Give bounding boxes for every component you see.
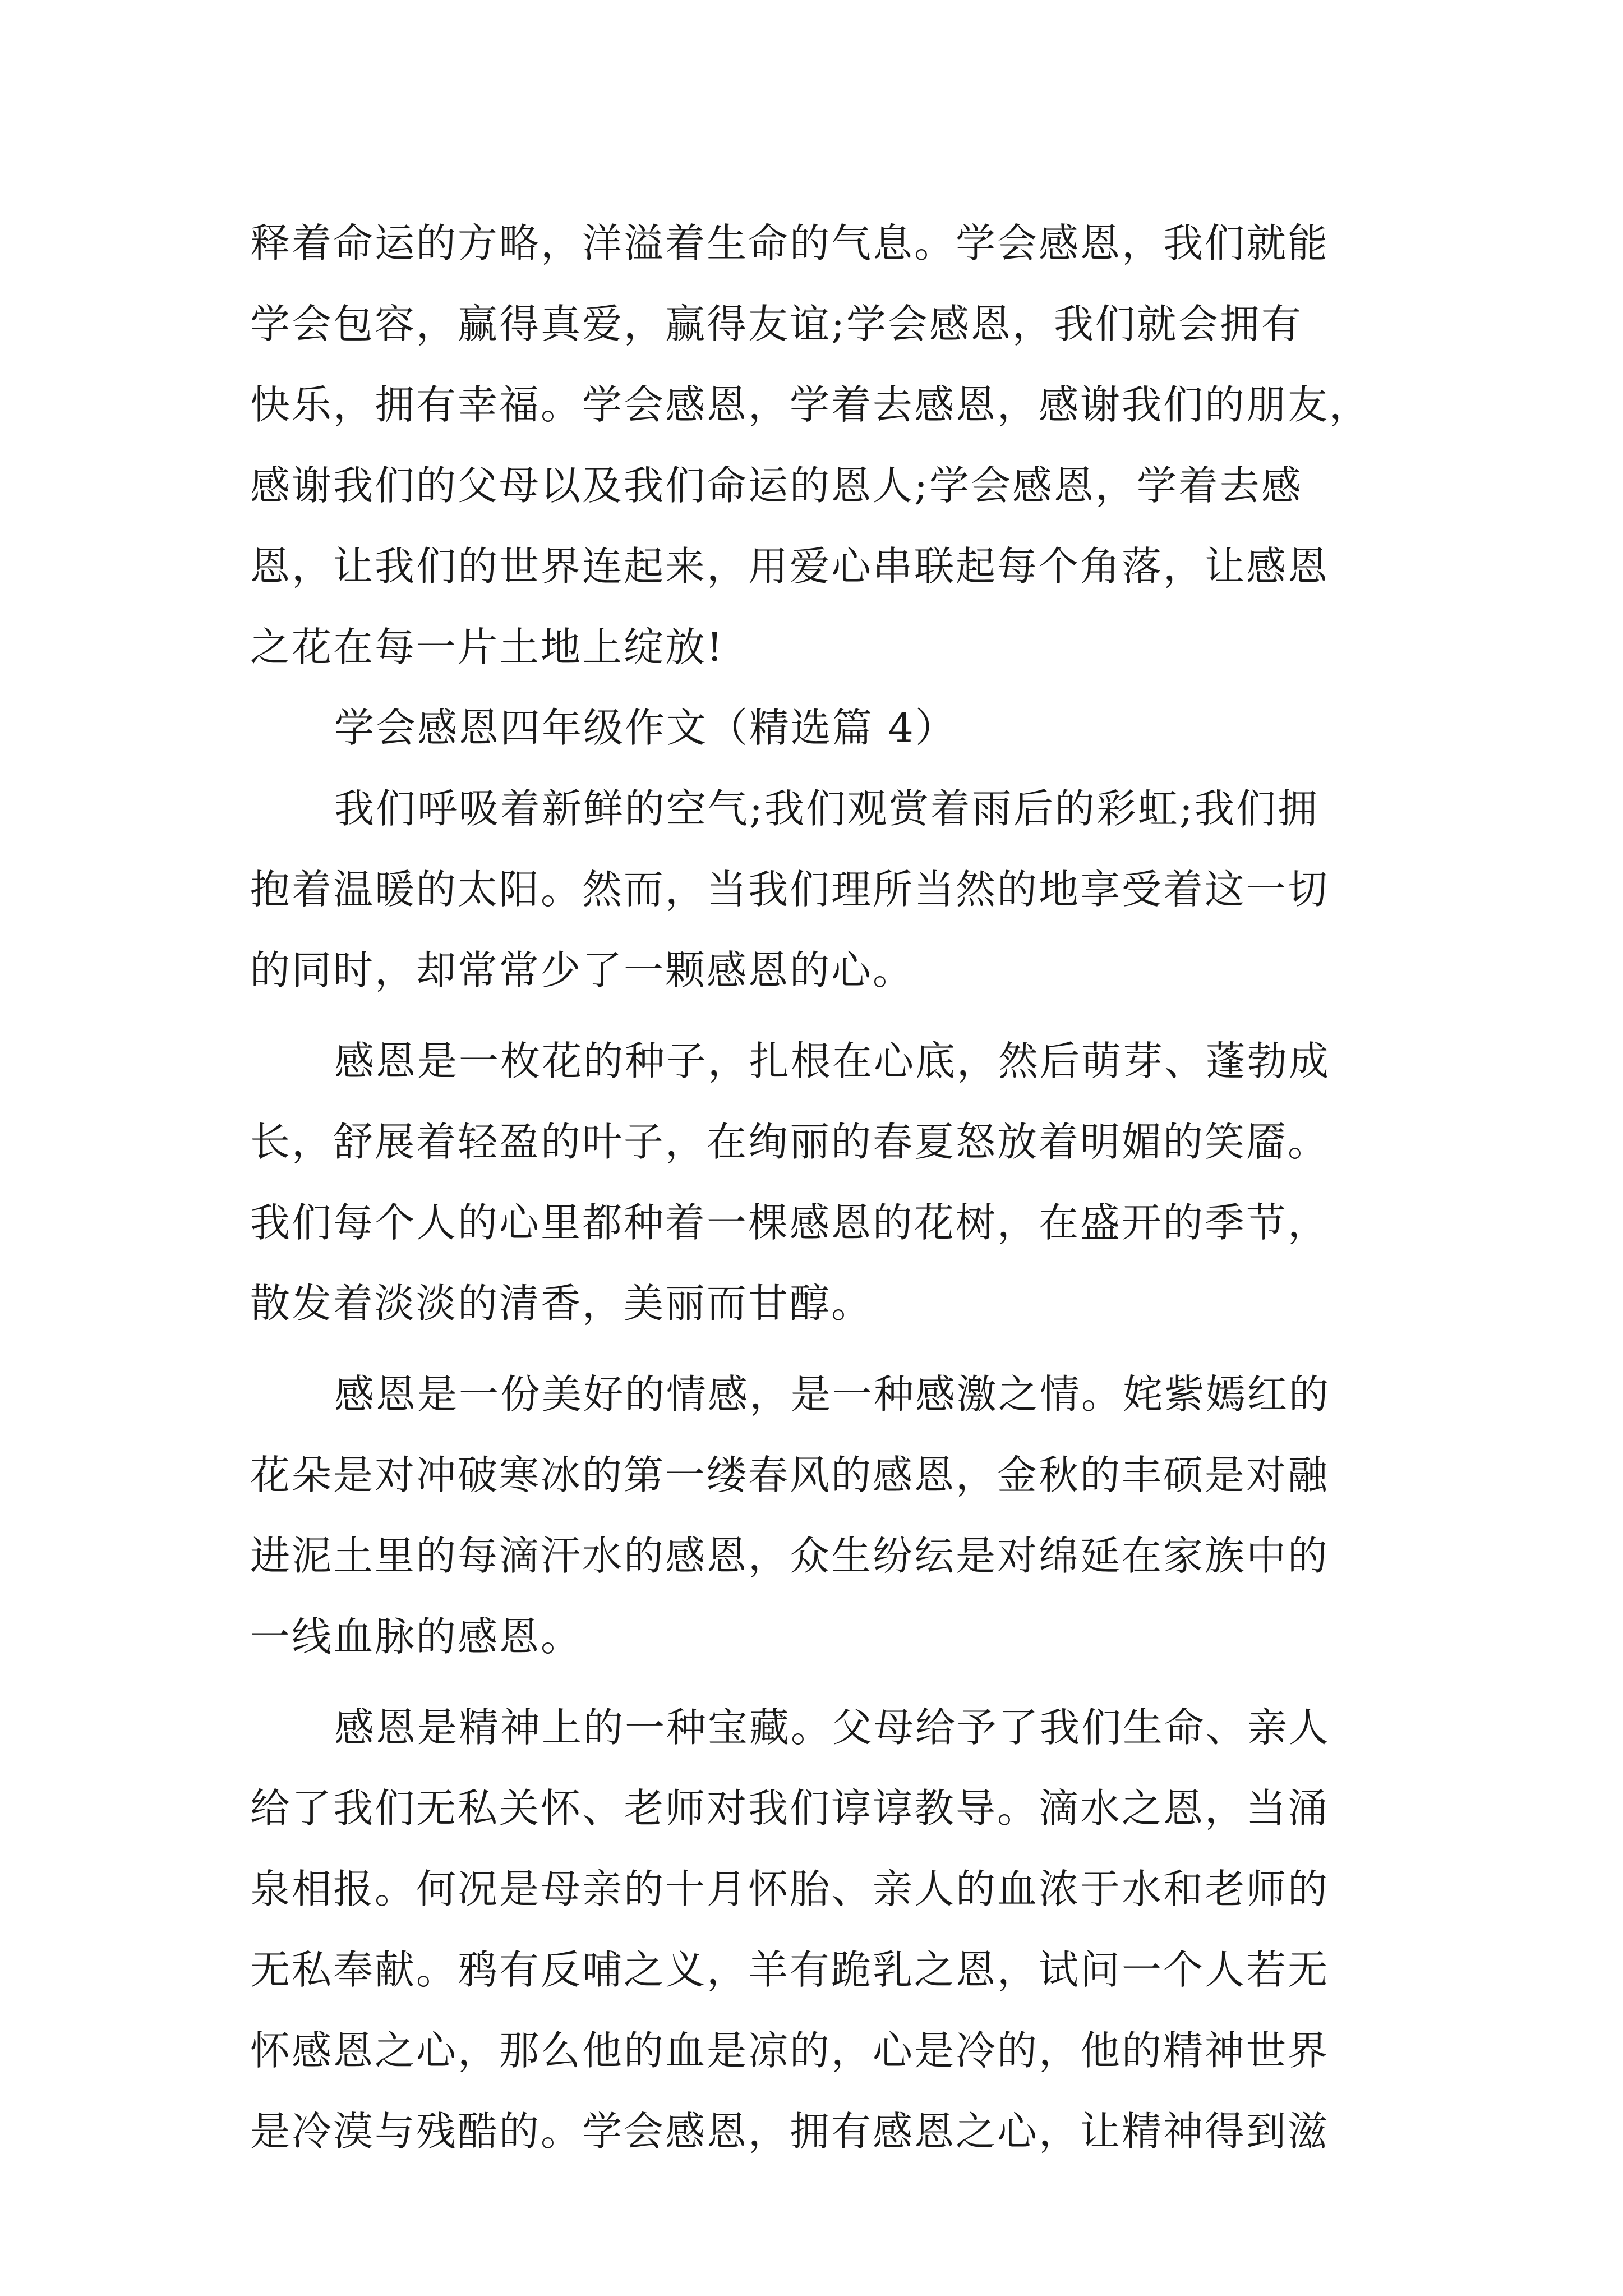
section-heading: 学会感恩四年级作文（精选篇 4） xyxy=(334,705,957,751)
paragraph-gap xyxy=(250,1011,1377,1021)
text-line: 给了我们无私关怀、老师对我们谆谆教导。滴水之恩，当涌 xyxy=(250,1785,1330,1832)
paragraph-gap xyxy=(250,1677,1377,1687)
text-line: 的同时，却常常少了一颗感恩的心。 xyxy=(250,947,915,993)
text-line: 抱着温暖的太阳。然而，当我们理所当然的地享受着这一切 xyxy=(250,866,1330,913)
text-line: 恩，让我们的世界连起来，用爱心串联起每个角落，让感恩 xyxy=(250,543,1330,590)
text-line: 感恩是精神上的一种宝藏。父母给予了我们生命、亲人 xyxy=(334,1704,1331,1751)
text-line: 是冷漠与残酷的。学会感恩，拥有感恩之心，让精神得到滋 xyxy=(250,2108,1330,2155)
text-line: 之花在每一片土地上绽放! xyxy=(250,624,725,670)
text-line: 我们每个人的心里都种着一棵感恩的花树，在盛开的季节， xyxy=(250,1199,1330,1246)
text-line: 长，舒展着轻盈的叶子，在绚丽的春夏怒放着明媚的笑靥。 xyxy=(250,1119,1330,1165)
text-line: 花朵是对冲破寒冰的第一缕春风的感恩，金秋的丰硕是对融 xyxy=(250,1452,1330,1498)
text-line: 感谢我们的父母以及我们命运的恩人;学会感恩，学着去感 xyxy=(250,462,1303,509)
text-line: 感恩是一枚花的种子，扎根在心底，然后萌芽、蓬勃成 xyxy=(334,1038,1331,1084)
text-line: 释着命运的方略，洋溢着生命的气息。学会感恩，我们就能 xyxy=(250,220,1330,266)
essay-text xyxy=(250,203,1377,2172)
text-line: 进泥土里的每滴汗水的感恩，众生纷纭是对绵延在家族中的 xyxy=(250,1533,1330,1579)
paragraph-gap xyxy=(250,1344,1377,1354)
text-line: 泉相报。何况是母亲的十月怀胎、亲人的血浓于水和老师的 xyxy=(250,1866,1330,1912)
text-line: 感恩是一份美好的情感，是一种感激之情。姹紫嫣红的 xyxy=(334,1371,1331,1418)
text-line: 怀感恩之心，那么他的血是凉的，心是冷的，他的精神世界 xyxy=(250,2027,1330,2074)
text-line: 我们呼吸着新鲜的空气;我们观赏着雨后的彩虹;我们拥 xyxy=(334,785,1319,832)
text-line: 无私奉献。鸦有反哺之义，羊有跪乳之恩，试问一个人若无 xyxy=(250,1947,1330,1993)
text-line: 快乐，拥有幸福。学会感恩，学着去感恩，感谢我们的朋友， xyxy=(250,381,1371,428)
text-line: 一线血脉的感恩。 xyxy=(250,1613,583,1660)
text-line: 散发着淡淡的清香，美丽而甘醇。 xyxy=(250,1280,873,1327)
text-line: 学会包容，赢得真爱，赢得友谊;学会感恩，我们就会拥有 xyxy=(250,301,1303,347)
